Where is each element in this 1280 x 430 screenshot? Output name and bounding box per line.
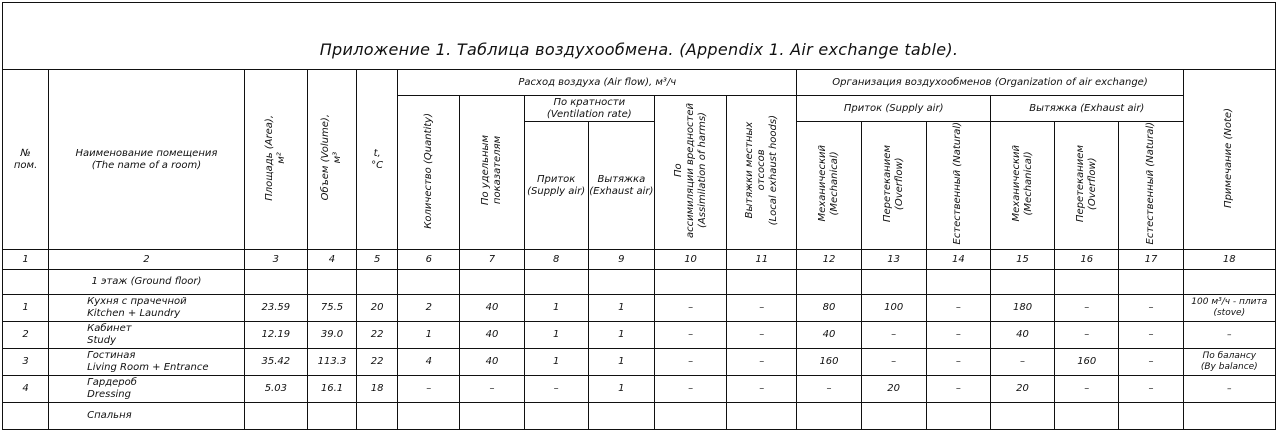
supply-natural-cell: – [926,295,990,322]
header-airflow-group: Расход воздуха (Air flow), м³/ч [398,70,797,96]
area-cell: 5.03 [244,376,307,403]
header-volume: Объем (Volume), м³ [307,70,356,250]
quantity-cell: 1 [398,322,460,349]
quantity-cell [398,403,460,430]
temp-cell: 22 [357,322,398,349]
table-row [3,322,1276,349]
col-number: 10 [654,250,726,270]
header-organization-group: Организация воздухообменов (Organization of air exchange) [797,70,1183,96]
col-number: 3 [244,250,307,270]
room-name: Спальня [49,403,245,430]
supply-mech-cell: 40 [797,322,861,349]
temp-cell: 18 [357,376,398,403]
header-temp: t, °C [357,70,398,250]
exhaust-overflow-cell: 160 [1055,349,1119,376]
col-number: 1 [3,250,49,270]
temp-cell [357,403,398,430]
supply-overflow-cell: – [861,322,926,349]
header-exhaust-overflow: Перетеканием (Overflow) [1055,122,1119,250]
local-cell: – [727,349,797,376]
exhaust-mech-cell [990,403,1054,430]
specific-cell: – [460,376,524,403]
supply-mech-cell: 80 [797,295,861,322]
harms-cell: – [654,322,726,349]
room-number [3,403,49,430]
exhaust-mech-cell: 40 [990,322,1054,349]
col-number: 7 [460,250,524,270]
local-cell: – [727,322,797,349]
header-name: Наименование помещения (The name of a room) [49,70,245,250]
air-exchange-table [2,69,1276,430]
exhaust-natural-cell: – [1119,349,1183,376]
header-exhaust-mechanical: Механический (Mechanical) [990,122,1054,250]
header-supply-overflow: Перетеканием (Overflow) [861,122,926,250]
exhaust-natural-cell: – [1119,376,1183,403]
col-number: 4 [307,250,356,270]
harms-cell: – [654,349,726,376]
header-num: № пом. [3,70,49,250]
specific-cell [460,403,524,430]
ratio-exhaust-cell: 1 [588,376,654,403]
supply-mech-cell: 160 [797,349,861,376]
col-number: 14 [926,250,990,270]
supply-natural-cell [926,403,990,430]
room-name: Кухня с прачечной Kitchen + Laundry [49,295,245,322]
exhaust-natural-cell: – [1119,322,1183,349]
note-cell: По балансу (By balance) [1183,349,1275,376]
room-number: 2 [3,322,49,349]
column-number-row [3,250,1276,270]
col-number: 11 [727,250,797,270]
header-area: Площадь (Area), м² [244,70,307,250]
local-cell: – [727,295,797,322]
exhaust-overflow-cell [1055,403,1119,430]
ratio-exhaust-cell: 1 [588,322,654,349]
supply-overflow-cell: – [861,349,926,376]
col-number: 15 [990,250,1054,270]
local-cell: – [727,376,797,403]
specific-cell: 40 [460,322,524,349]
supply-overflow-cell [861,403,926,430]
page-title: Приложение 1. Таблица воздухообмена. (Appendix 1. Air exchange table). [2,2,1276,70]
col-number: 16 [1055,250,1119,270]
ratio-supply-cell: 1 [524,322,588,349]
exhaust-overflow-cell: – [1055,376,1119,403]
specific-cell: 40 [460,295,524,322]
volume-cell: 75.5 [307,295,356,322]
col-number: 9 [588,250,654,270]
harms-cell: – [654,376,726,403]
volume-cell: 39.0 [307,322,356,349]
supply-overflow-cell: 20 [861,376,926,403]
quantity-cell: 4 [398,349,460,376]
header-exhaust-natural: Естественный (Natural) [1119,122,1183,250]
floor-label: 1 этаж (Ground floor) [49,270,245,295]
exhaust-natural-cell [1119,403,1183,430]
header-harms: По ассимиляции вредностей (Assimilation of harms) [654,96,726,250]
room-number: 4 [3,376,49,403]
header-quantity: Количество (Quantity) [398,96,460,250]
note-cell: – [1183,376,1275,403]
col-number: 12 [797,250,861,270]
header-exhaust-group: Вытяжка (Exhaust air) [990,96,1183,122]
header-row-1 [3,70,1276,96]
appendix-sheet [2,2,1276,421]
header-note: Примечание (Note) [1183,70,1275,250]
header-supply-mechanical: Механический (Mechanical) [797,122,861,250]
header-supply-group: Приток (Supply air) [797,96,991,122]
specific-cell: 40 [460,349,524,376]
area-cell: 12.19 [244,322,307,349]
ratio-exhaust-cell: 1 [588,349,654,376]
volume-cell: 113.3 [307,349,356,376]
room-number: 1 [3,295,49,322]
area-cell: 23.59 [244,295,307,322]
local-cell [727,403,797,430]
area-cell: 35.42 [244,349,307,376]
supply-mech-cell: – [797,376,861,403]
exhaust-mech-cell: – [990,349,1054,376]
quantity-cell: 2 [398,295,460,322]
ratio-supply-cell: – [524,376,588,403]
exhaust-overflow-cell: – [1055,322,1119,349]
supply-natural-cell: – [926,376,990,403]
table-row [3,295,1276,322]
room-name: Гостиная Living Room + Entrance [49,349,245,376]
harms-cell [654,403,726,430]
supply-natural-cell: – [926,322,990,349]
volume-cell [307,403,356,430]
table-row [3,376,1276,403]
room-name: Кабинет Study [49,322,245,349]
col-number: 8 [524,250,588,270]
note-cell: – [1183,322,1275,349]
col-number: 17 [1119,250,1183,270]
table-row [3,349,1276,376]
table-row [3,403,1276,430]
supply-overflow-cell: 100 [861,295,926,322]
exhaust-mech-cell: 20 [990,376,1054,403]
quantity-cell: – [398,376,460,403]
col-number: 6 [398,250,460,270]
col-number: 5 [357,250,398,270]
ratio-supply-cell [524,403,588,430]
col-number: 2 [49,250,245,270]
ratio-supply-cell: 1 [524,349,588,376]
col-number: 18 [1183,250,1275,270]
header-ratio-supply: Приток (Supply air) [524,122,588,250]
supply-natural-cell: – [926,349,990,376]
floor-row [3,270,1276,295]
col-number: 13 [861,250,926,270]
ratio-exhaust-cell [588,403,654,430]
header-ratio-exhaust: Вытяжка (Exhaust air) [588,122,654,250]
room-name: Гардероб Dressing [49,376,245,403]
note-cell [1183,403,1275,430]
supply-mech-cell [797,403,861,430]
exhaust-overflow-cell: – [1055,295,1119,322]
ratio-exhaust-cell: 1 [588,295,654,322]
exhaust-mech-cell: 180 [990,295,1054,322]
room-number: 3 [3,349,49,376]
header-supply-natural: Естественный (Natural) [926,122,990,250]
header-specific: По удельным показателям [460,96,524,250]
volume-cell: 16.1 [307,376,356,403]
ratio-supply-cell: 1 [524,295,588,322]
header-ratio-group: По кратности (Ventilation rate) [524,96,654,122]
note-cell: 100 м³/ч - плита (stove) [1183,295,1275,322]
temp-cell: 20 [357,295,398,322]
area-cell [244,403,307,430]
header-local: Вытяжки местных отсосов (Local exhaust hoods) [727,96,797,250]
temp-cell: 22 [357,349,398,376]
exhaust-natural-cell: – [1119,295,1183,322]
harms-cell: – [654,295,726,322]
